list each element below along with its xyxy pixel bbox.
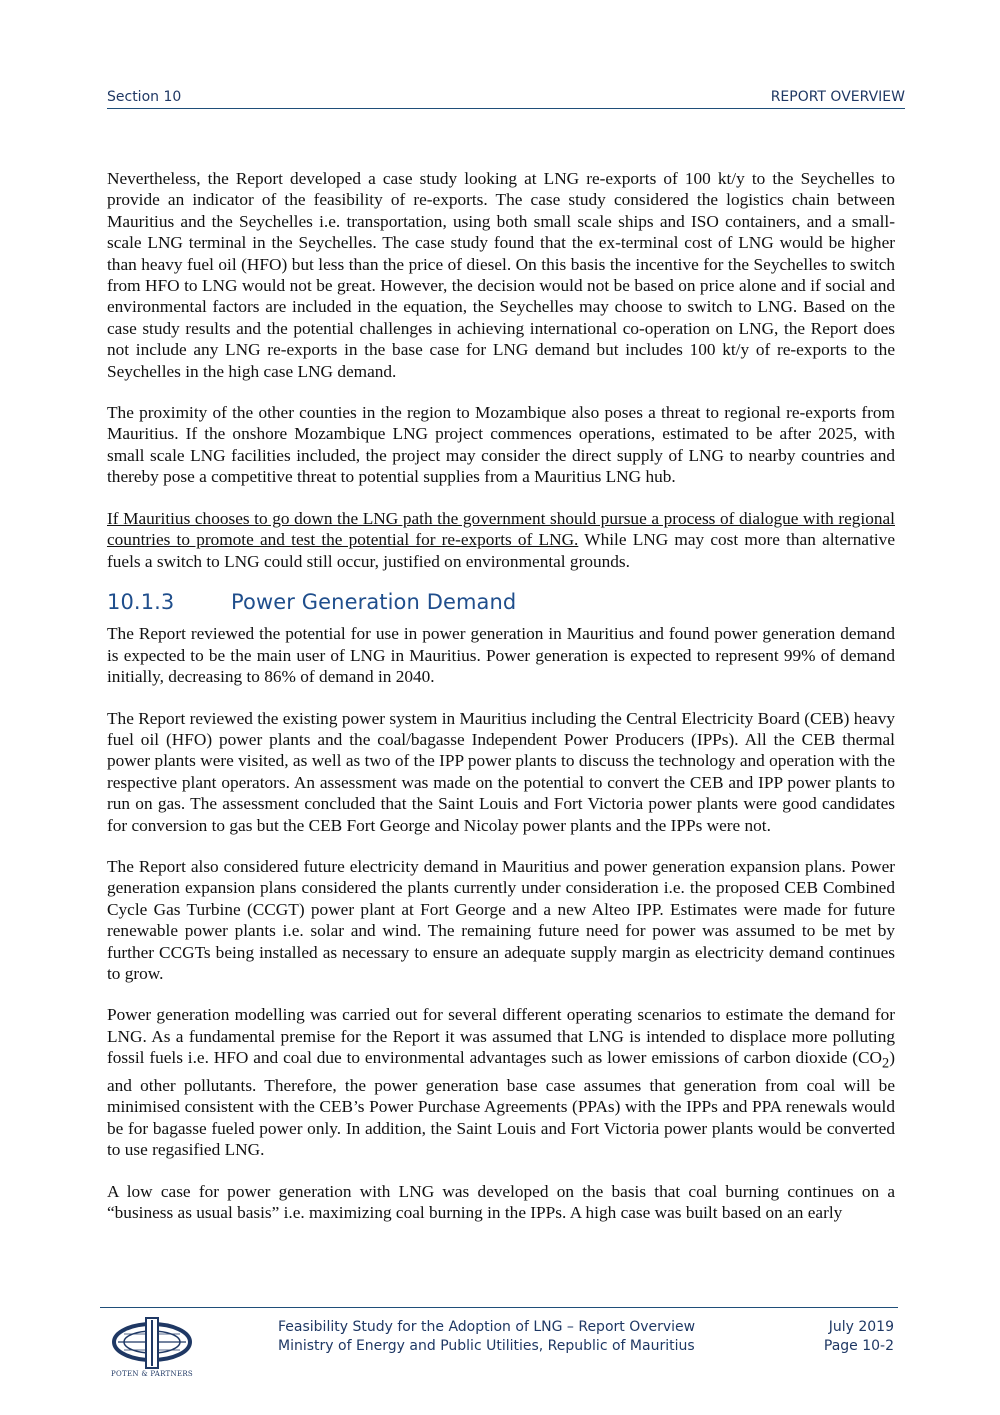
footer-line-1: Feasibility Study for the Adoption of LNG – Report Overview	[278, 1319, 696, 1335]
paragraph-part: ) and other pollutants. Therefore, the power generation base case assumes that generation from coal will be minimised consistent with the CEB’s Power Purchase Agreements (PPAs) with the IPPs and PPA renewals would be for bagasse fueled power only. In addition, the Saint Louis and Fort Victoria power plants would be converted to use regasified LNG.	[107, 1048, 895, 1160]
section-label: Section 10	[107, 89, 182, 105]
logo-text: POTEN & PARTNERS	[110, 1370, 194, 1378]
page-number: Page 10-2	[823, 1338, 894, 1354]
footer-date: July 2019	[828, 1319, 894, 1335]
footer-line-2: Ministry of Energy and Public Utilities, Republic of Mauritius	[278, 1338, 695, 1354]
footer-document-info	[278, 1318, 695, 1356]
section-title: Power Generation Demand	[231, 589, 517, 614]
section-heading	[107, 589, 895, 614]
page-footer	[100, 1307, 898, 1388]
paragraph: The Report reviewed the existing power system in Mauritius including the Central Electricity Board (CEB) heavy fuel oil (HFO) power plants and the coal/bagasse Independent Power Producers (IPPs). All the CEB thermal power plants were visited, as well as two of the IPP power plants to discuss the technology and operation with the respective plant operators. An assessment was made on the potential to convert the CEB and IPP power plants to run on gas. The assessment concluded that the Saint Louis and Fort Victoria power plants were good candidates for conversion to gas but the CEB Fort George and Nicolay power plants and the IPPs were not.	[107, 708, 895, 835]
paragraph	[107, 1004, 895, 1160]
paragraph	[107, 508, 895, 572]
paragraph: Nevertheless, the Report developed a case study looking at LNG re-exports of 100 kt/y to the Seychelles to provide an indicator of the feasibility of re-exports. The case study considered the logistics chain between Mauritius and the Seychelles i.e. transportation, using both small scale ships and ISO containers, and a small-scale LNG terminal in the Seychelles. The case study found that the ex-terminal cost of LNG would be higher than heavy fuel oil (HFO) but less than the price of diesel. On this basis the incentive for the Seychelles to switch from HFO to LNG would not be great. However, the decision would not be based on price alone and if social and environmental factors are included in the equation, the Seychelles may choose to switch to LNG. Based on the case study results and the potential challenges in achieving international co-operation on LNG, the Report does not include any LNG re-exports in the base case for LNG demand but includes 100 kt/y of re-exports to the Seychelles in the high case LNG demand.	[107, 169, 895, 381]
paragraph-continuation: While LNG may cost more than alternative fuels a switch to LNG could still occur, justified on environmental grounds.	[107, 530, 895, 571]
header-title: REPORT OVERVIEW	[770, 89, 905, 105]
body-text	[107, 168, 895, 1244]
paragraph: The proximity of the other counties in the region to Mozambique also poses a threat to regional re-exports from Mauritius. If the onshore Mozambique LNG project commences operations, estimated to be after 2025, with small scale LNG facilities included, the project may consider the direct supply of LNG to nearby countries and thereby pose a competitive threat to potential supplies from a Mauritius LNG hub.	[107, 403, 895, 487]
paragraph-part: Power generation modelling was carried out for several different operating scenarios to estimate the demand for LNG. As a fundamental premise for the Report it was assumed that LNG is intended to displace more polluting fossil fuels i.e. HFO and coal due to environmental advantages such as lower emissions of carbon dioxide (CO	[107, 1005, 895, 1068]
subscript-2: 2	[882, 1055, 890, 1072]
underlined-recommendation: If Mauritius chooses to go down the LNG path the government should pursue a process of dialogue with regional countries to promote and test the potential for re-exports of LNG.	[107, 508, 895, 550]
footer-date-page	[824, 1318, 894, 1356]
section-number: 10.1.3	[107, 589, 175, 614]
paragraph: The Report also considered future electricity demand in Mauritius and power generation expansion plans. Power generation expansion plans considered the plants currently under consideration i.e. the proposed CEB Combined Cycle Gas Turbine (CCGT) power plant at Fort George and a new Alteo IPP. Estimates were made for future renewable power plants i.e. solar and wind. The remaining future need for power was assumed to be met by further CCGTs being installed as necessary to ensure an adequate supply margin as electricity demand continues to grow.	[107, 856, 895, 983]
paragraph: The Report reviewed the potential for use in power generation in Mauritius and found power generation demand is expected to be the main user of LNG in Mauritius. Power generation is expected to represent 99% of demand initially, decreasing to 86% of demand in 2040.	[107, 624, 895, 687]
paragraph: A low case for power generation with LNG was developed on the basis that coal burning continues on a “business as usual basis” i.e. maximizing coal burning in the IPPs. A high case was built based on an early	[107, 1181, 895, 1223]
page-header	[107, 88, 905, 109]
